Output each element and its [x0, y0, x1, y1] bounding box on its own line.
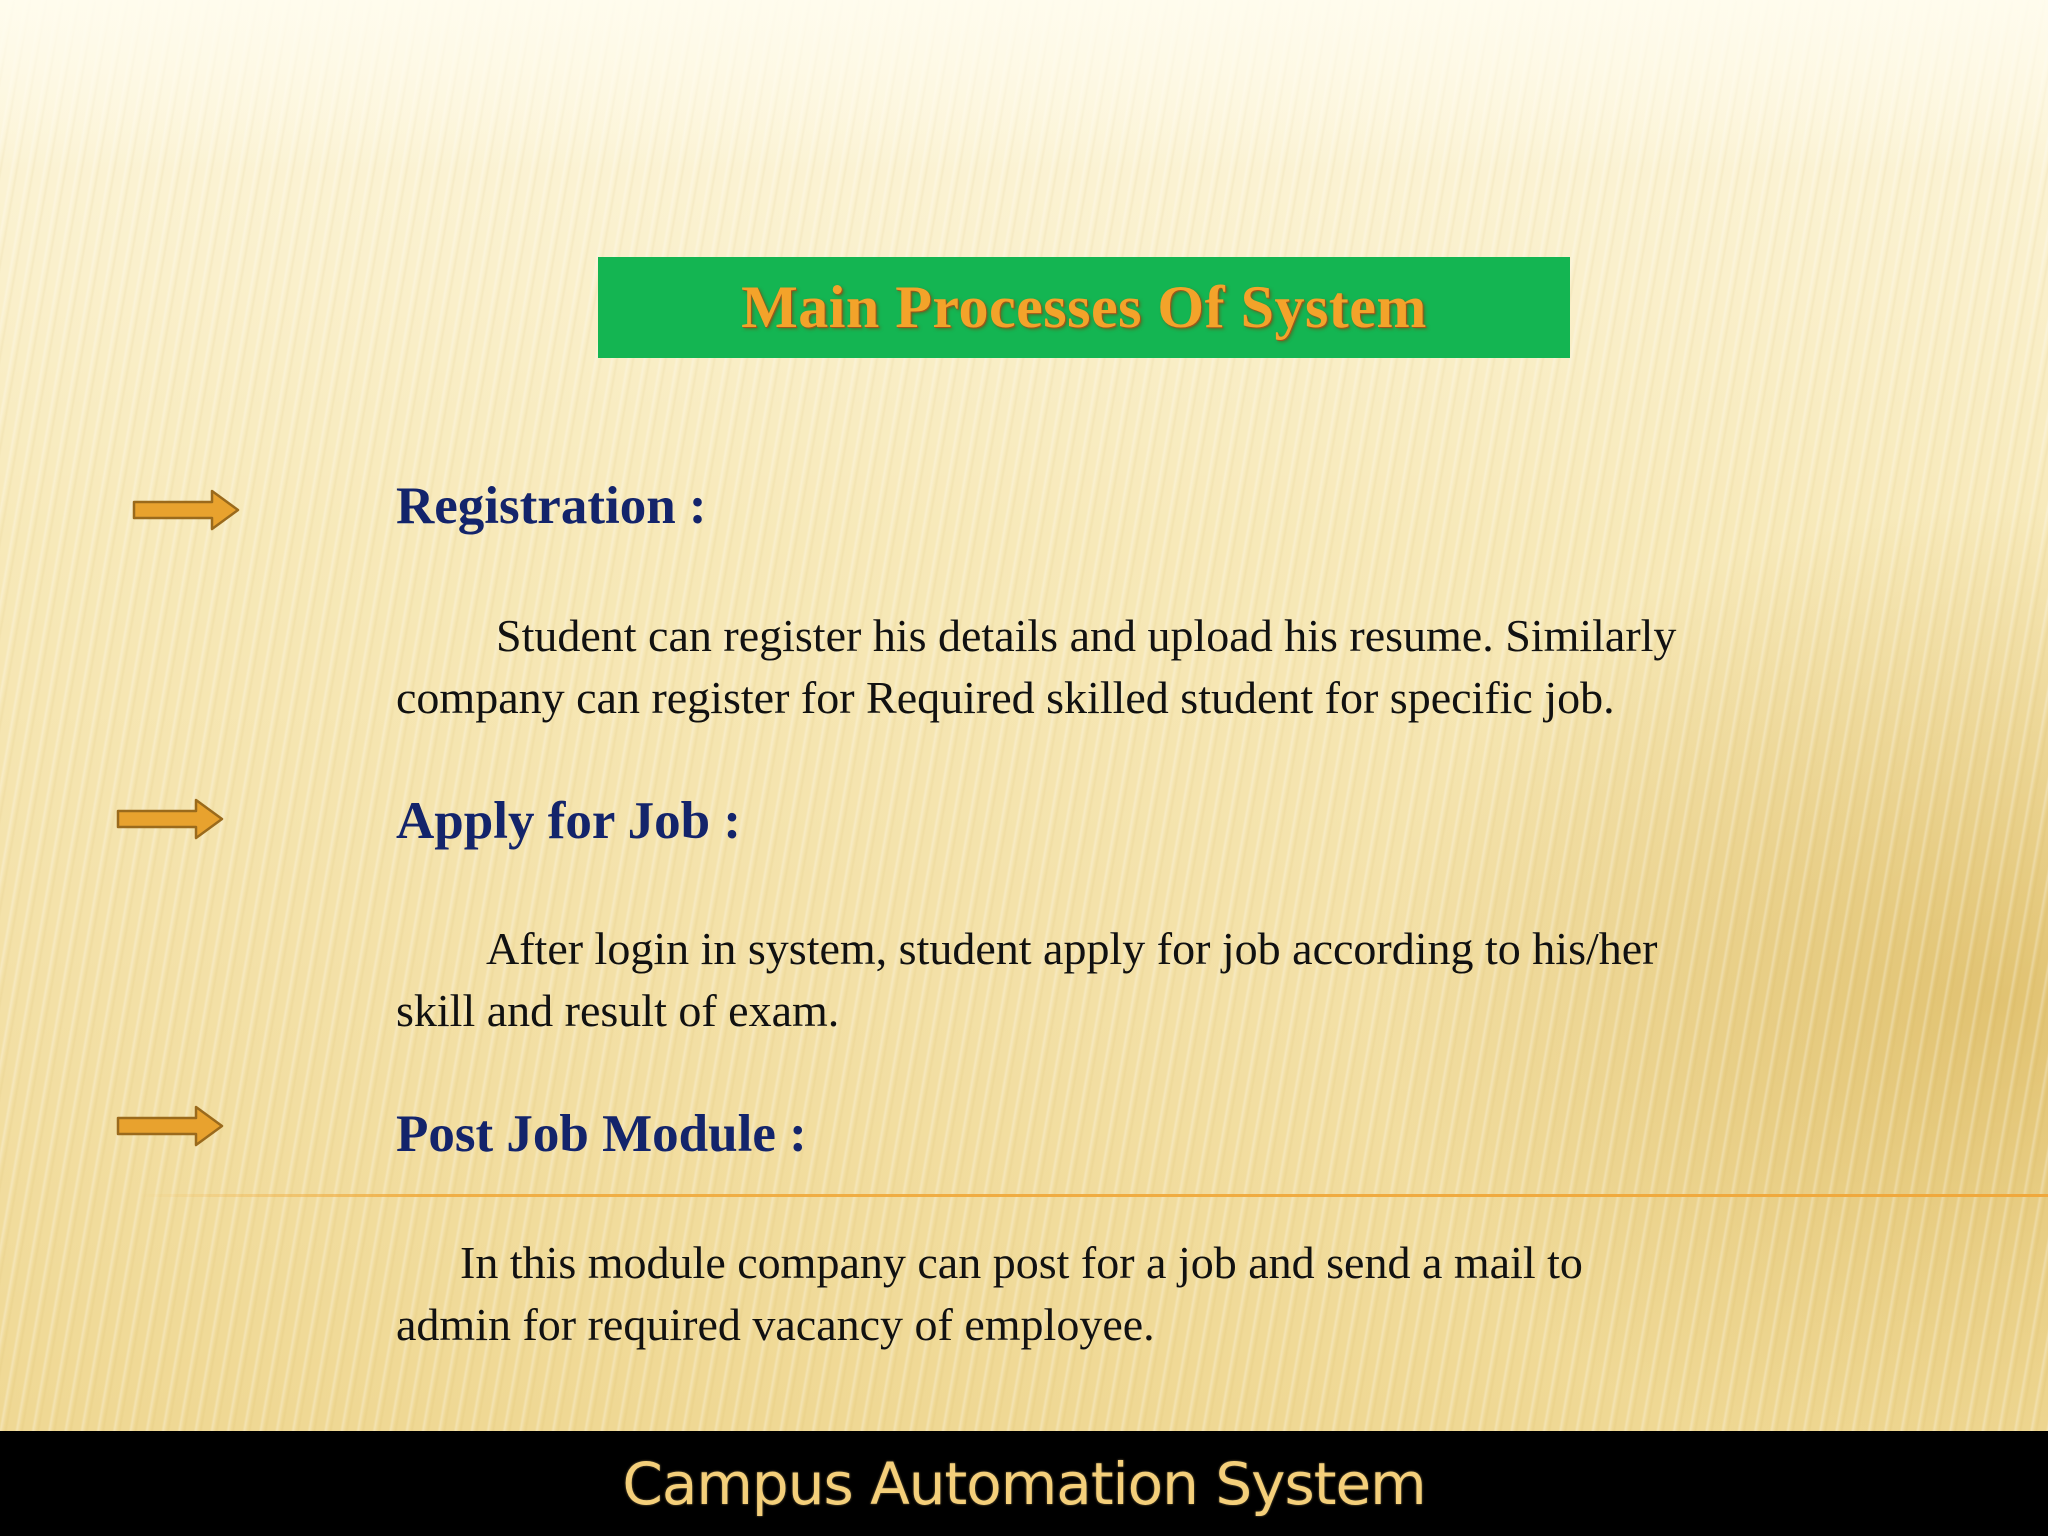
- section-heading-registration: Registration :: [396, 477, 707, 535]
- section-heading-post-job-module: Post Job Module :: [396, 1105, 807, 1163]
- background-fade: [0, 0, 2048, 170]
- footer-bar: [0, 1431, 2048, 1536]
- section-text-line: In this module company can post for a job and send a mail to: [460, 1237, 1583, 1288]
- section-text-apply-for-job: [396, 918, 1876, 1042]
- right-arrow-icon: [114, 797, 224, 841]
- section-heading-apply-for-job: Apply for Job :: [396, 792, 742, 850]
- section-text-post-job-module: [396, 1232, 1876, 1356]
- section-text-line: After login in system, student apply for job according to his/her: [486, 923, 1658, 974]
- right-arrow-icon: [114, 1104, 224, 1148]
- section-text-line: skill and result of exam.: [396, 985, 840, 1036]
- right-arrow-icon: [130, 488, 240, 532]
- section-text-registration: [396, 605, 1876, 729]
- section-text-line: company can register for Required skilled student for specific job.: [396, 672, 1615, 723]
- title-banner: [598, 257, 1570, 358]
- section-text-line: admin for required vacancy of employee.: [396, 1299, 1155, 1350]
- section-text-line: Student can register his details and upload his resume. Similarly: [496, 610, 1677, 661]
- footer-title: Campus Automation System: [622, 1449, 1426, 1518]
- slide-title: Main Processes Of System: [741, 274, 1427, 340]
- divider-line: [140, 1194, 2048, 1197]
